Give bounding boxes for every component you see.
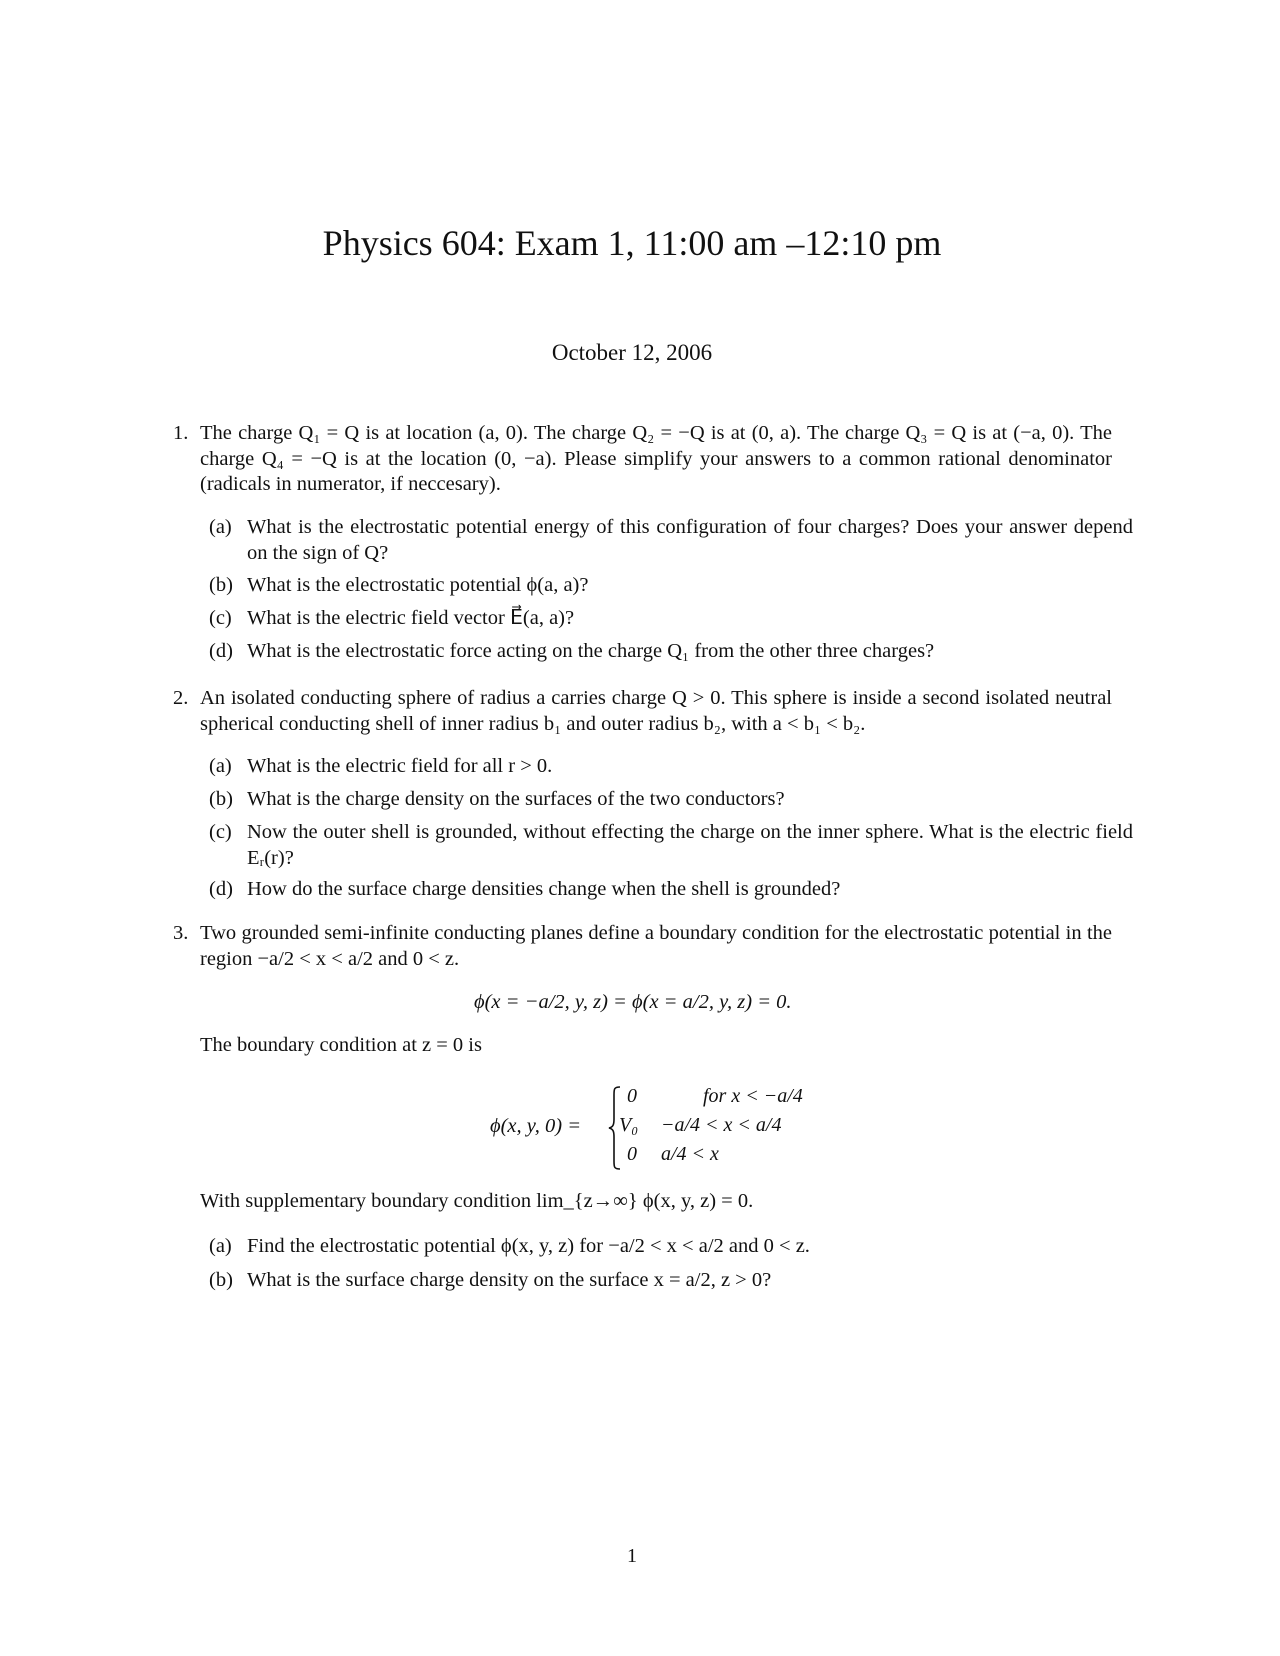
- problem-1-number: 1.: [173, 422, 189, 444]
- exam-date: October 12, 2006: [551, 340, 713, 365]
- problem-3-number: 3.: [173, 922, 189, 944]
- page-title: Physics 604: Exam 1, 11:00 am –12:10 pm: [322, 223, 942, 263]
- part-text: What is the surface charge density on the surface x = a/2, z > 0?: [247, 1269, 772, 1291]
- piecewise-lhs: ϕ(x, y, 0) =: [490, 1115, 582, 1137]
- problem-2-intro: An isolated conducting sphere of radius a carries charge Q > 0. This sphere is inside a second isolated neutral spherical conducting shell of inner radius b₁ and outer radius b₂, with a < b₁ < b₂.: [200, 687, 1112, 735]
- part-label: (c): [209, 821, 232, 843]
- part-label: (b): [209, 574, 233, 596]
- part-label: (a): [209, 755, 232, 777]
- part-text: What is the electric field vector E⃗(a, a)?: [247, 607, 575, 629]
- boundary-condition-text: The boundary condition at z = 0 is: [200, 1034, 482, 1056]
- case-3-value: 0: [627, 1143, 637, 1165]
- part-label: (b): [209, 1269, 233, 1291]
- part-text: Now the outer shell is grounded, without effecting the charge on the inner sphere. What is the electric field Eᵣ(r)?: [247, 821, 1133, 869]
- part-label: (a): [209, 516, 232, 538]
- part-label: (a): [209, 1235, 232, 1257]
- page-number: 1: [627, 1545, 637, 1567]
- problem-1-intro: The charge Q₁ = Q is at location (a, 0). The charge Q₂ = −Q is at (0, a). The charge Q₃ = Q is at (−a, 0). The charge Q₄ = −Q is at the location (0, −a). Please simplify your answers to a common rational denominator (radicals in numerator, if neccesary).: [200, 422, 1112, 495]
- problem-2-number: 2.: [173, 687, 189, 709]
- part-label: (d): [209, 640, 233, 662]
- part-label: (c): [209, 607, 232, 629]
- part-text: What is the electrostatic potential ϕ(a, a)?: [247, 574, 589, 596]
- part-text: How do the surface charge densities change when the shell is grounded?: [247, 878, 841, 900]
- case-1-condition: for x < −a/4: [703, 1085, 803, 1107]
- case-3-condition: a/4 < x: [661, 1143, 719, 1165]
- case-2-value: V₀: [619, 1114, 639, 1136]
- part-text: Find the electrostatic potential ϕ(x, y, z) for −a/2 < x < a/2 and 0 < z.: [247, 1235, 810, 1257]
- supplementary-condition: With supplementary boundary condition lim_{z→∞} ϕ(x, y, z) = 0.: [200, 1190, 754, 1212]
- part-label: (d): [209, 878, 233, 900]
- boundary-equation: ϕ(x = −a/2, y, z) = ϕ(x = a/2, y, z) = 0.: [474, 991, 792, 1013]
- part-text: What is the electrostatic force acting on the charge Q₁ from the other three charges?: [247, 640, 935, 662]
- part-text: What is the electrostatic potential energy of this configuration of four charges? Does your answer depend on the sign of Q?: [247, 516, 1133, 564]
- part-text: What is the electric field for all r > 0.: [247, 755, 553, 777]
- part-label: (b): [209, 788, 233, 810]
- part-text: What is the charge density on the surfaces of the two conductors?: [247, 788, 785, 810]
- problem-3-intro: Two grounded semi-infinite conducting planes define a boundary condition for the electrostatic potential in the region −a/2 < x < a/2 and 0 < z.: [200, 922, 1112, 970]
- case-1-value: 0: [627, 1085, 637, 1107]
- case-2-condition: −a/4 < x < a/4: [661, 1114, 782, 1136]
